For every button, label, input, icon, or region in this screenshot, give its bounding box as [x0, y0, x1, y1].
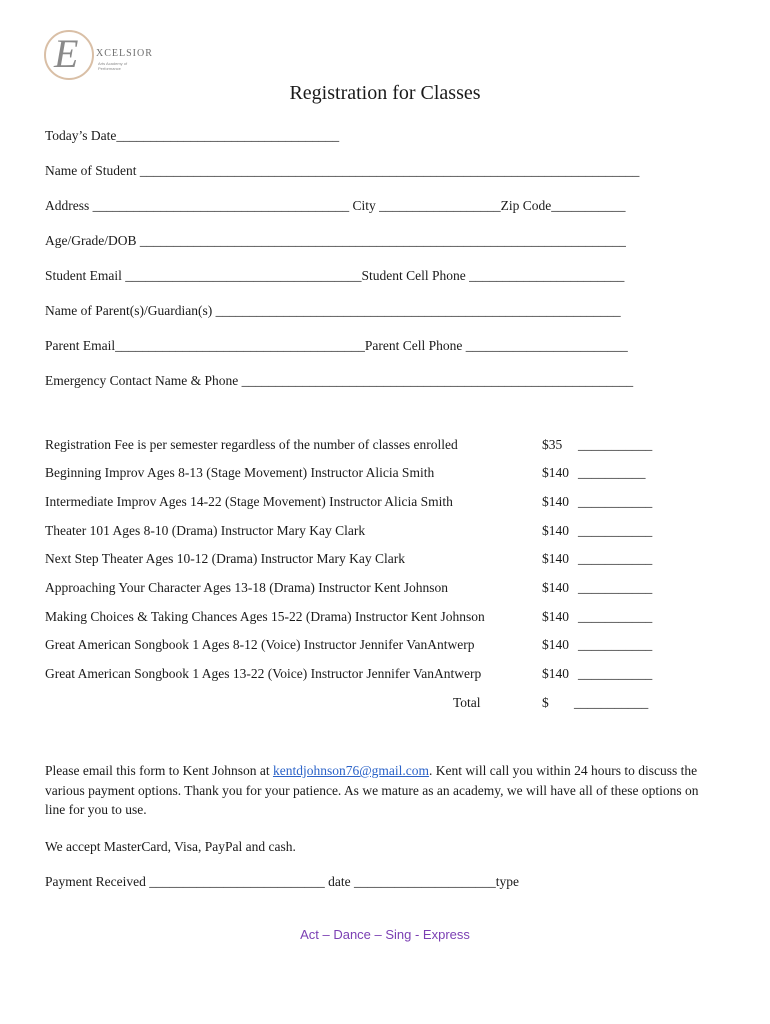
emergency-contact-field[interactable]: Emergency Contact Name & Phone __________________________________________________________: [45, 373, 634, 388]
fee-row: [45, 551, 665, 571]
instructions-paragraph: [45, 761, 715, 820]
logo-tagline: Arts Academy of Performance: [98, 61, 128, 71]
fee-row: [45, 609, 665, 629]
instructions-text-before: Please email this form to Kent Johnson at: [45, 763, 273, 778]
fee-price: $35: [542, 437, 563, 452]
todays-date-field[interactable]: Today’s Date_________________________________: [45, 128, 340, 143]
fee-description: Theater 101 Ages 8-10 (Drama) Instructor Mary Kay Clark: [45, 523, 366, 538]
page-title: Registration for Classes: [289, 82, 481, 104]
logo-e-monogram: E: [54, 31, 79, 76]
fee-price: $140: [542, 609, 569, 624]
fee-amount-blank[interactable]: ___________: [578, 580, 653, 595]
fee-description: Next Step Theater Ages 10-12 (Drama) Instructor Mary Kay Clark: [45, 551, 406, 566]
excelsior-logo: [44, 28, 153, 84]
fee-description: Registration Fee is per semester regardless of the number of classes enrolled: [45, 437, 458, 452]
fee-row: [45, 465, 665, 485]
fee-price: $140: [542, 666, 569, 681]
fee-amount-blank[interactable]: ___________: [578, 523, 653, 538]
address-field[interactable]: Address ______________________________________ City __________________Zip Code___________: [45, 198, 626, 213]
fee-description: Making Choices & Taking Chances Ages 15-22 (Drama) Instructor Kent Johnson: [45, 609, 485, 624]
fee-amount-blank[interactable]: __________: [578, 465, 646, 480]
total-currency-sign: $: [542, 695, 549, 710]
fee-amount-blank[interactable]: ___________: [578, 437, 653, 452]
fee-row: [45, 437, 665, 457]
fee-amount-blank[interactable]: ___________: [578, 609, 653, 624]
parent-name-field[interactable]: Name of Parent(s)/Guardian(s) ____________________________________________________________: [45, 303, 621, 318]
fee-amount-blank[interactable]: ___________: [578, 666, 653, 681]
fee-description: Great American Songbook 1 Ages 13-22 (Voice) Instructor Jennifer VanAntwerp: [45, 666, 482, 681]
total-label: Total: [453, 695, 481, 710]
student-email-field[interactable]: Student Email ___________________________________Student Cell Phone _______________________: [45, 268, 625, 283]
total-amount-blank[interactable]: ___________: [574, 695, 649, 710]
fee-row: [45, 580, 665, 600]
payment-received-field[interactable]: Payment Received __________________________ date _____________________type: [45, 874, 519, 889]
payment-methods-text: We accept MasterCard, Visa, PayPal and cash.: [45, 839, 296, 854]
parent-email-field[interactable]: Parent Email_____________________________________Parent Cell Phone ________________________: [45, 338, 628, 353]
fee-row: [45, 494, 665, 514]
fee-description: Approaching Your Character Ages 13-18 (Drama) Instructor Kent Johnson: [45, 580, 449, 595]
fee-price: $140: [542, 551, 569, 566]
fee-row: [45, 637, 665, 657]
fee-price: $140: [542, 523, 569, 538]
fee-amount-blank[interactable]: ___________: [578, 637, 653, 652]
fee-price: $140: [542, 637, 569, 652]
fee-price: $140: [542, 465, 569, 480]
fee-description: Great American Songbook 1 Ages 8-12 (Voice) Instructor Jennifer VanAntwerp: [45, 637, 475, 652]
age-grade-dob-field[interactable]: Age/Grade/DOB ________________________________________________________________________: [45, 233, 626, 248]
student-name-field[interactable]: Name of Student __________________________________________________________________________: [45, 163, 640, 178]
instructions-text-after: . Kent will call you within 24 hours to discuss the various payment options. Thank you for your patience. As we mature as an academy, we will have all of these options on line for you to use.: [45, 763, 699, 817]
footer-tagline: Act – Dance – Sing - Express: [300, 927, 470, 942]
fee-row: [45, 666, 665, 686]
fee-price: $140: [542, 580, 569, 595]
email-link[interactable]: kentdjohnson76@gmail.com: [272, 763, 430, 778]
fee-description: Beginning Improv Ages 8-13 (Stage Movement) Instructor Alicia Smith: [45, 465, 435, 480]
fee-amount-blank[interactable]: ___________: [578, 494, 653, 509]
fee-description: Intermediate Improv Ages 14-22 (Stage Movement) Instructor Alicia Smith: [45, 494, 453, 509]
fee-amount-blank[interactable]: ___________: [578, 551, 653, 566]
fee-row: [45, 523, 665, 543]
logo-wordmark: XCELSIOR: [96, 48, 153, 59]
fee-price: $140: [542, 494, 569, 509]
